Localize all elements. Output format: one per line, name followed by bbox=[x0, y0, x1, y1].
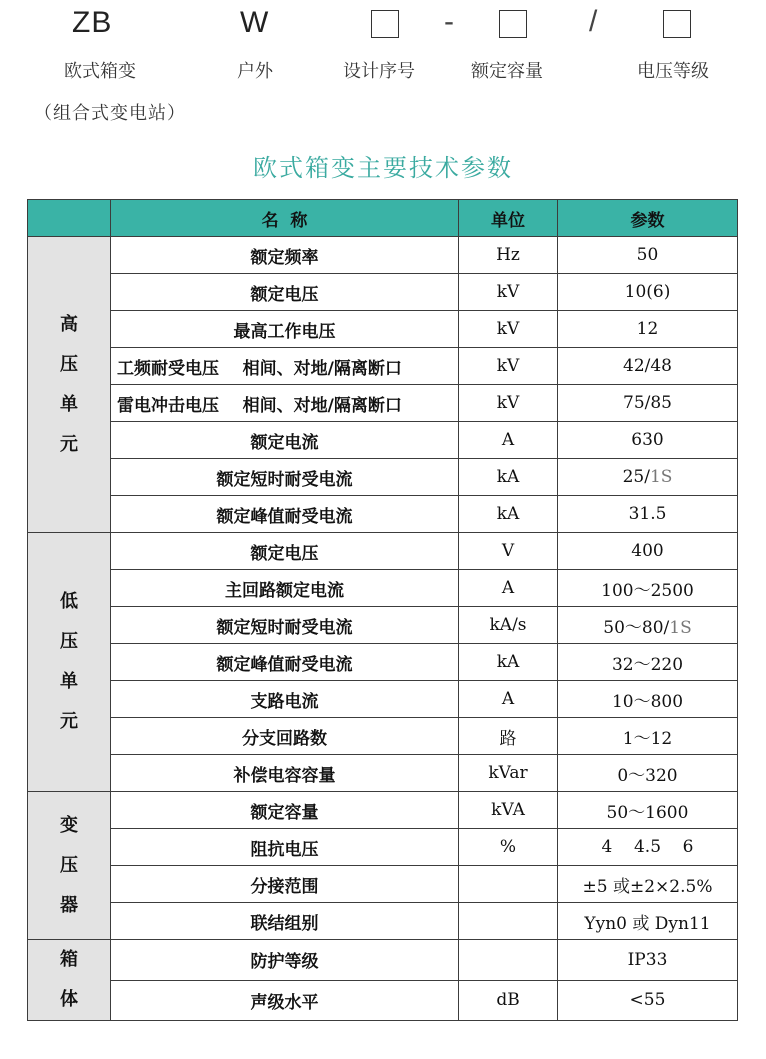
param-value bbox=[558, 533, 738, 570]
spec-table bbox=[27, 199, 738, 1021]
table-row bbox=[28, 348, 738, 385]
label-european-substation: 欧式箱变 bbox=[64, 61, 136, 82]
table-row bbox=[28, 903, 738, 940]
param-unit: kVar bbox=[459, 755, 558, 792]
param-name: 额定峰值耐受电流 bbox=[111, 496, 459, 533]
code-box-rated-capacity bbox=[499, 10, 527, 38]
param-unit: 路 bbox=[459, 718, 558, 755]
code-zb: ZB bbox=[72, 6, 113, 39]
param-value bbox=[558, 980, 738, 1021]
param-value-text: 75/85 bbox=[623, 393, 672, 413]
param-value bbox=[558, 385, 738, 422]
param-value bbox=[558, 459, 738, 496]
param-unit: kA/s bbox=[459, 607, 558, 644]
param-value-text: 50～80/ bbox=[603, 617, 670, 638]
param-value bbox=[558, 570, 738, 607]
group-label-char: 器 bbox=[60, 894, 78, 916]
param-name: 补偿电容容量 bbox=[111, 755, 459, 792]
param-value bbox=[558, 607, 738, 644]
param-name: 阻抗电压 bbox=[111, 829, 459, 866]
param-value-text: 32～220 bbox=[611, 654, 684, 675]
table-row bbox=[28, 755, 738, 792]
table-row bbox=[28, 385, 738, 422]
group-label-high-voltage-unit bbox=[28, 237, 111, 533]
param-value-text: 100～2500 bbox=[601, 580, 694, 601]
param-value bbox=[558, 792, 738, 829]
param-value-text: 10(6) bbox=[624, 282, 671, 302]
param-value-text: 630 bbox=[631, 430, 664, 450]
group-label-transformer bbox=[28, 792, 111, 940]
group-label-char: 箱 bbox=[60, 949, 78, 970]
code-box-design-number bbox=[371, 10, 399, 38]
group-label-char: 低 bbox=[60, 591, 78, 612]
group-label-char: 变 bbox=[60, 814, 78, 836]
param-value-text: 400 bbox=[631, 541, 664, 561]
group-label-low-voltage-unit bbox=[28, 533, 111, 792]
param-name: 额定频率 bbox=[111, 237, 459, 274]
code-dash: - bbox=[444, 5, 454, 38]
table-row bbox=[28, 866, 738, 903]
table-row bbox=[28, 681, 738, 718]
table-row bbox=[28, 980, 738, 1021]
param-name: 工频耐受电压 相间、对地/隔离断口 bbox=[111, 348, 459, 385]
table-row bbox=[28, 792, 738, 829]
param-name: 分接范围 bbox=[111, 866, 459, 903]
label-rated-capacity: 额定容量 bbox=[471, 61, 543, 82]
param-value bbox=[558, 237, 738, 274]
param-name: 声级水平 bbox=[111, 980, 459, 1021]
param-value bbox=[558, 644, 738, 681]
param-name: 最高工作电压 bbox=[111, 311, 459, 348]
param-unit: % bbox=[459, 829, 558, 866]
param-value bbox=[558, 422, 738, 459]
table-row bbox=[28, 829, 738, 866]
param-name: 额定电压 bbox=[111, 274, 459, 311]
group-label-char: 高 bbox=[60, 313, 78, 335]
header-value: 参数 bbox=[558, 200, 738, 237]
group-label-char: 压 bbox=[60, 631, 78, 652]
table-row bbox=[28, 570, 738, 607]
table-row bbox=[28, 496, 738, 533]
label-combined-substation: （组合式变电站） bbox=[34, 103, 186, 124]
group-label-char: 单 bbox=[60, 393, 78, 415]
param-name: 额定容量 bbox=[111, 792, 459, 829]
param-value bbox=[558, 866, 738, 903]
param-name: 联结组别 bbox=[111, 903, 459, 940]
param-name: 支路电流 bbox=[111, 681, 459, 718]
param-name: 额定电流 bbox=[111, 422, 459, 459]
param-unit: A bbox=[459, 570, 558, 607]
code-box-voltage-level bbox=[663, 10, 691, 38]
label-outdoor: 户外 bbox=[237, 61, 273, 82]
header-name: 名 称 bbox=[111, 200, 459, 237]
param-value bbox=[558, 903, 738, 940]
param-value bbox=[558, 940, 738, 981]
param-unit: kV bbox=[459, 348, 558, 385]
group-label-enclosure bbox=[28, 940, 111, 1021]
param-value-text: 50 bbox=[636, 245, 659, 265]
param-value bbox=[558, 311, 738, 348]
param-value-text: 0～320 bbox=[617, 765, 678, 786]
param-unit: kA bbox=[459, 496, 558, 533]
param-unit: kA bbox=[459, 459, 558, 496]
page-title: 欧式箱变主要技术参数 bbox=[253, 154, 513, 182]
table-row bbox=[28, 607, 738, 644]
param-unit: V bbox=[459, 533, 558, 570]
param-unit: kV bbox=[459, 385, 558, 422]
table-row bbox=[28, 718, 738, 755]
param-value-text: IP33 bbox=[627, 949, 668, 970]
param-unit: kVA bbox=[459, 792, 558, 829]
group-label-char: 压 bbox=[60, 854, 78, 876]
group-label-char: 单 bbox=[60, 671, 78, 692]
param-value-suffix: 1S bbox=[649, 467, 673, 487]
code-w: W bbox=[240, 6, 270, 39]
param-name: 额定电压 bbox=[111, 533, 459, 570]
model-code-legend bbox=[0, 0, 766, 130]
header-unit: 单位 bbox=[459, 200, 558, 237]
param-value-text: 31.5 bbox=[628, 504, 667, 524]
param-unit: kV bbox=[459, 311, 558, 348]
param-value-text: 1～12 bbox=[622, 728, 673, 749]
param-value-text: 4 4.5 6 bbox=[601, 837, 694, 857]
param-unit bbox=[459, 903, 558, 940]
table-row bbox=[28, 940, 738, 981]
param-unit: A bbox=[459, 422, 558, 459]
table-row bbox=[28, 644, 738, 681]
header-group-cell bbox=[28, 200, 111, 237]
param-name: 额定短时耐受电流 bbox=[111, 459, 459, 496]
param-name: 分支回路数 bbox=[111, 718, 459, 755]
param-unit bbox=[459, 940, 558, 981]
param-unit: A bbox=[459, 681, 558, 718]
group-label-char: 压 bbox=[60, 353, 78, 375]
param-unit: kV bbox=[459, 274, 558, 311]
param-value-text: 50～1600 bbox=[606, 802, 689, 823]
param-name: 主回路额定电流 bbox=[111, 570, 459, 607]
param-name: 额定峰值耐受电流 bbox=[111, 644, 459, 681]
group-label-char: 元 bbox=[60, 711, 78, 732]
param-value bbox=[558, 274, 738, 311]
label-design-number: 设计序号 bbox=[343, 61, 415, 82]
table-row bbox=[28, 422, 738, 459]
table-row bbox=[28, 459, 738, 496]
table-header-row bbox=[28, 200, 738, 237]
param-unit bbox=[459, 866, 558, 903]
table-row bbox=[28, 533, 738, 570]
code-slash: / bbox=[589, 5, 598, 38]
param-value-text: Yyn0 或 Dyn11 bbox=[584, 913, 711, 934]
param-value bbox=[558, 496, 738, 533]
spec-table-body bbox=[28, 237, 738, 1021]
param-value-text: 42/48 bbox=[623, 356, 672, 376]
param-value bbox=[558, 829, 738, 866]
group-label-char: 元 bbox=[60, 433, 78, 455]
param-value-text: 10～800 bbox=[611, 691, 684, 712]
group-label-char: 体 bbox=[60, 989, 78, 1010]
param-unit: dB bbox=[459, 980, 558, 1021]
param-value bbox=[558, 681, 738, 718]
table-row bbox=[28, 274, 738, 311]
param-value bbox=[558, 348, 738, 385]
table-row bbox=[28, 311, 738, 348]
param-unit: Hz bbox=[459, 237, 558, 274]
param-value-suffix: 1S bbox=[669, 617, 692, 638]
table-row bbox=[28, 237, 738, 274]
param-value-text: ±5 或±2×2.5% bbox=[582, 876, 713, 897]
param-value-text: 25/ bbox=[622, 467, 650, 487]
param-value-text: 12 bbox=[636, 319, 659, 339]
param-name: 防护等级 bbox=[111, 940, 459, 981]
param-value bbox=[558, 718, 738, 755]
label-voltage-level: 电压等级 bbox=[637, 61, 709, 82]
param-value-text: <55 bbox=[629, 990, 666, 1011]
param-name: 额定短时耐受电流 bbox=[111, 607, 459, 644]
param-value bbox=[558, 755, 738, 792]
param-unit: kA bbox=[459, 644, 558, 681]
param-name: 雷电冲击电压 相间、对地/隔离断口 bbox=[111, 385, 459, 422]
